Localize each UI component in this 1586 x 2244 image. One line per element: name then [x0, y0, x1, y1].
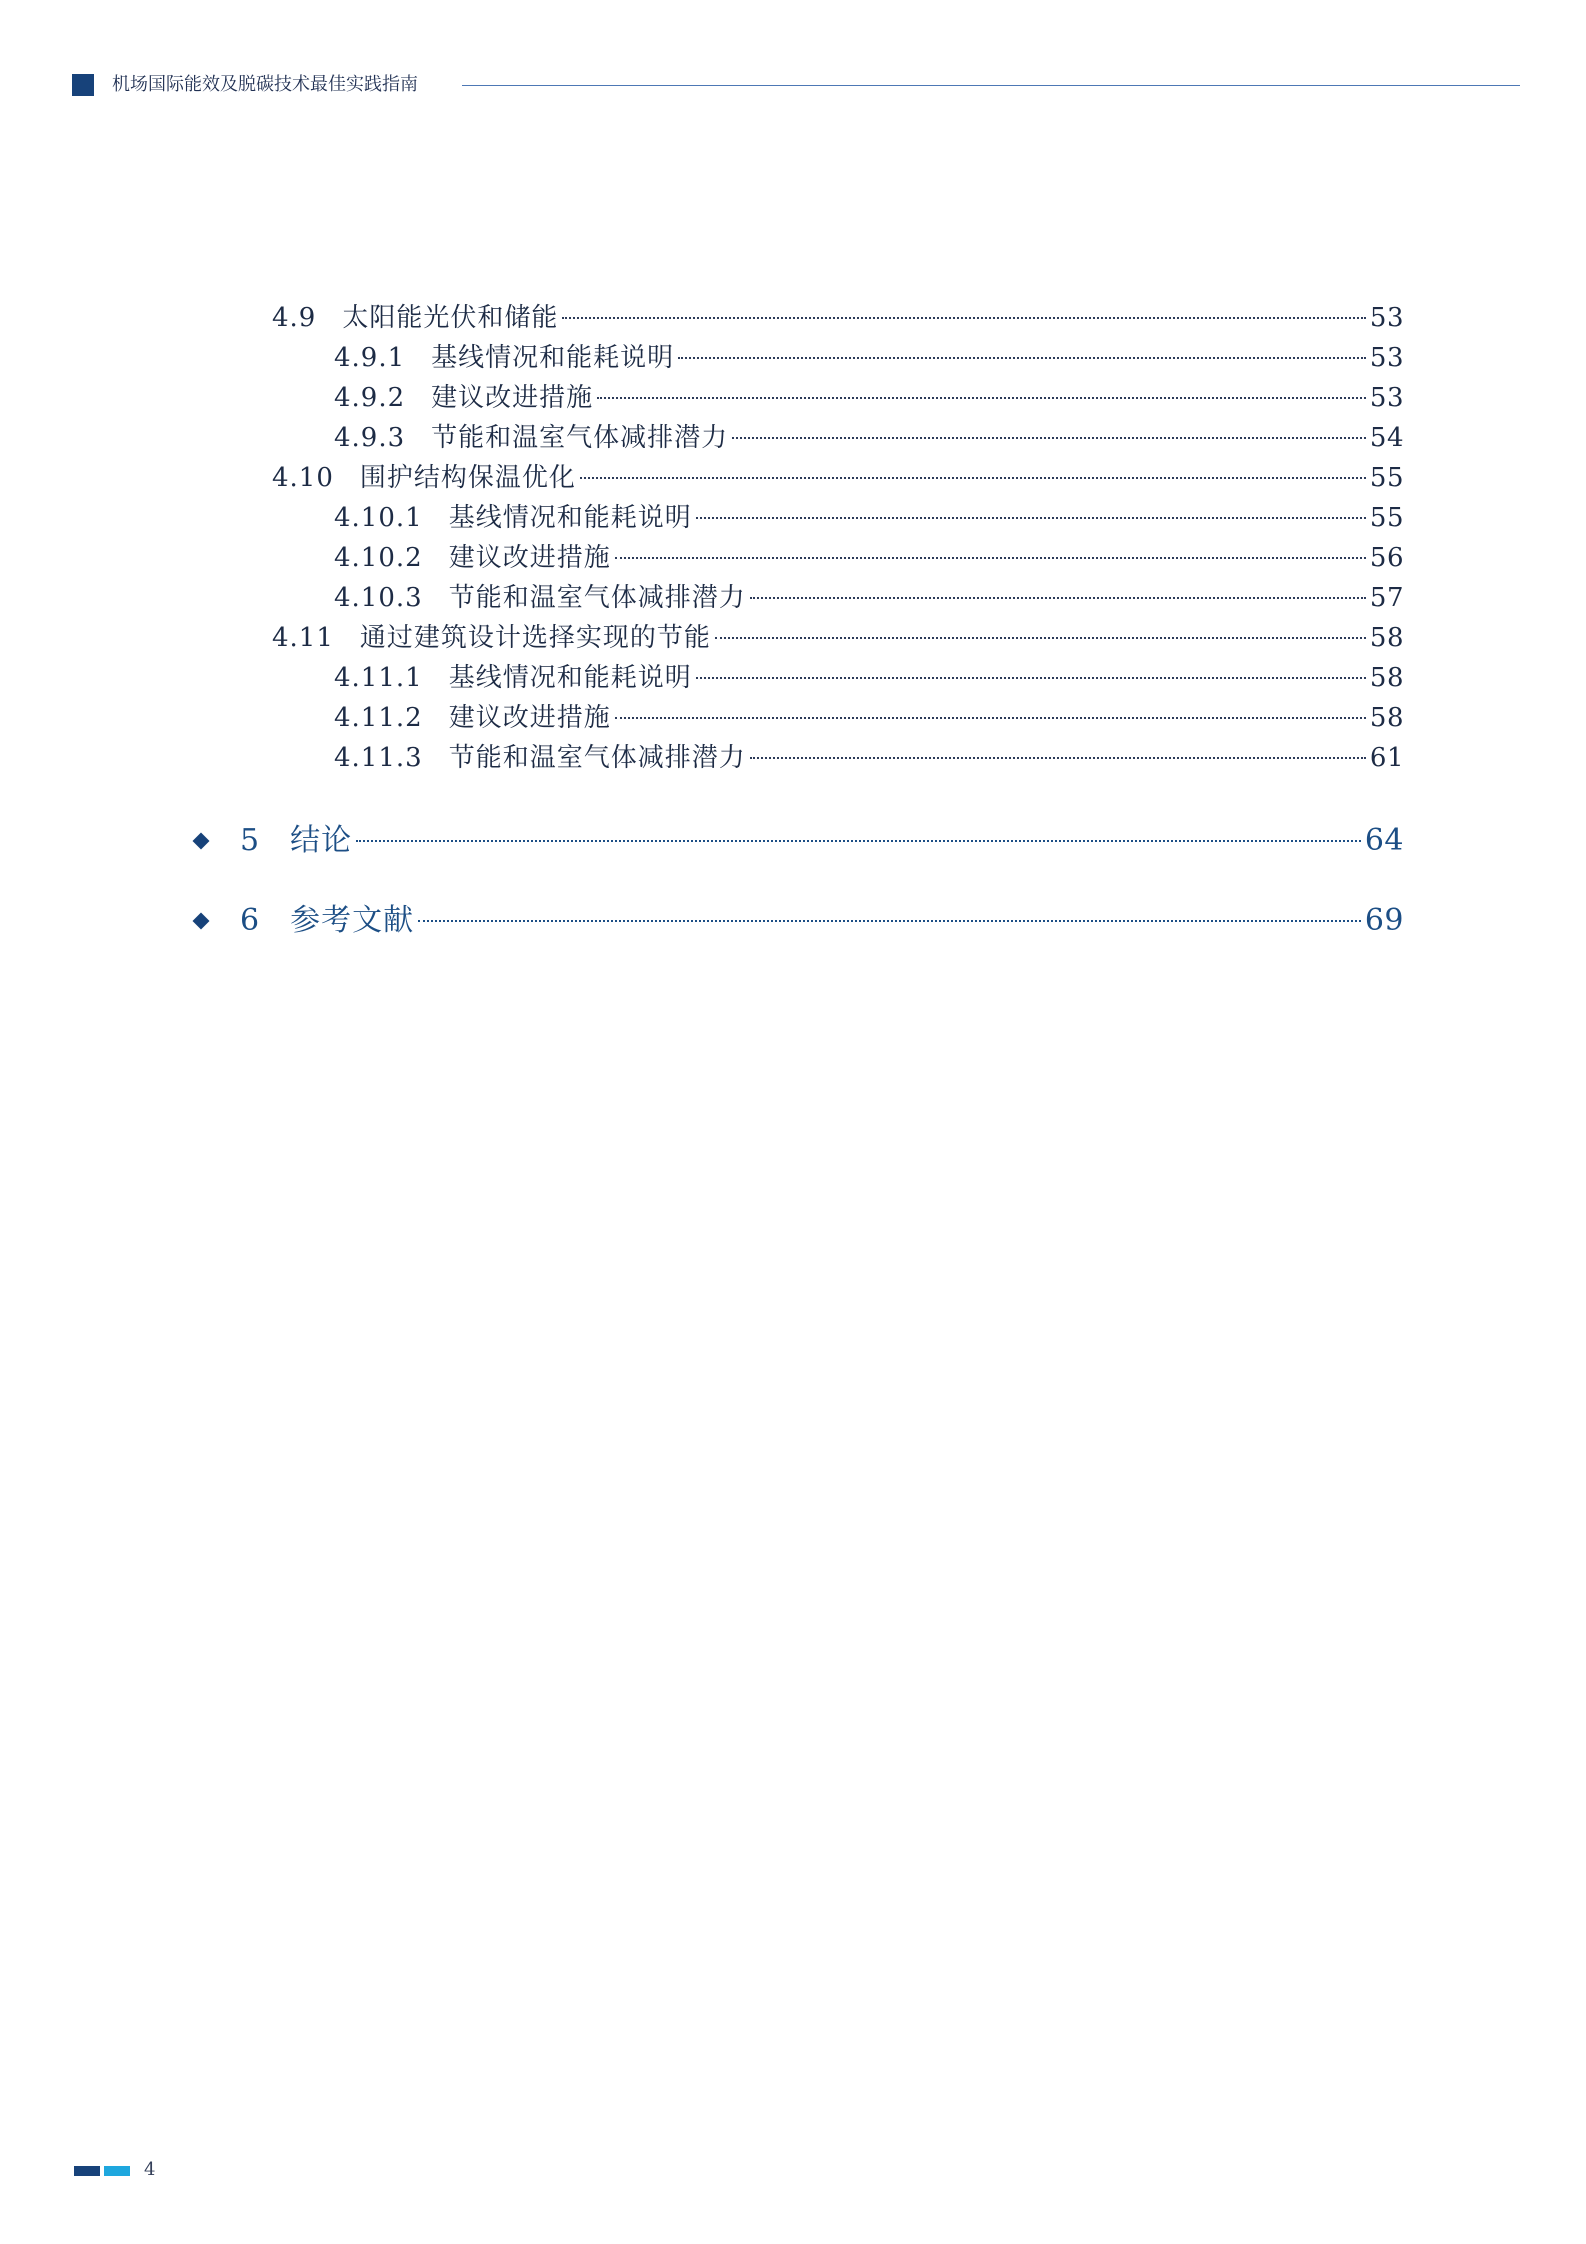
toc-entry-number: 4.11 [272, 623, 334, 653]
toc-dot-leader [597, 397, 1366, 399]
toc-entry-page: 54 [1369, 423, 1404, 453]
footer-bar-dark [74, 2166, 100, 2176]
toc-entry-title: 通过建筑设计选择实现的节能 [359, 623, 711, 653]
toc-entry-page: 64 [1364, 823, 1404, 858]
footer-bar-light [104, 2166, 130, 2176]
toc-dot-leader [580, 477, 1366, 479]
toc-entry[interactable] [334, 378, 1404, 418]
toc-dot-leader [615, 557, 1366, 559]
toc-dot-leader [562, 317, 1366, 319]
toc-entry-title: 建议改进措施 [448, 703, 611, 733]
toc-entry-page: 57 [1369, 583, 1404, 613]
toc-entry-title: 建议改进措施 [448, 543, 611, 573]
toc-entry-number: 4.9.2 [334, 383, 406, 413]
toc-entry[interactable] [272, 618, 1404, 658]
toc-entry-number: 4.10.2 [334, 543, 423, 573]
toc-dot-leader [356, 840, 1361, 842]
toc-entry-title: 基线情况和能耗说明 [448, 503, 692, 533]
table-of-contents [0, 0, 1586, 1000]
diamond-bullet-icon [193, 833, 210, 850]
toc-entry-title: 结论 [290, 823, 353, 858]
toc-entry-title: 节能和温室气体减排潜力 [431, 423, 729, 453]
toc-entry[interactable] [334, 658, 1404, 698]
toc-dot-leader [732, 437, 1366, 439]
toc-entry-page: 53 [1369, 383, 1404, 413]
toc-entry-page: 53 [1369, 343, 1404, 373]
toc-entry-title: 围护结构保温优化 [359, 463, 576, 493]
toc-entry-title: 节能和温室气体减排潜力 [448, 743, 746, 773]
toc-entry-page: 55 [1369, 463, 1404, 493]
toc-entry-page: 69 [1364, 903, 1404, 938]
toc-dot-leader [696, 677, 1366, 679]
toc-dot-leader [696, 517, 1366, 519]
toc-entry[interactable] [334, 498, 1404, 538]
toc-entry-title: 建议改进措施 [431, 383, 594, 413]
toc-entry-number: 4.10.1 [334, 503, 423, 533]
toc-entry-title: 基线情况和能耗说明 [431, 343, 675, 373]
toc-entry[interactable] [334, 698, 1404, 738]
toc-entry-page: 55 [1369, 503, 1404, 533]
toc-dot-leader [678, 357, 1366, 359]
toc-entry-number: 4.9.3 [334, 423, 406, 453]
toc-entry-number: 4.11.3 [334, 743, 423, 773]
toc-entry-page: 58 [1369, 623, 1404, 653]
toc-entry-page: 58 [1369, 703, 1404, 733]
toc-entry-number: 5 [240, 823, 261, 858]
toc-entry-page: 61 [1369, 743, 1404, 773]
toc-entry-title: 基线情况和能耗说明 [448, 663, 692, 693]
toc-chapter-entry[interactable] [240, 897, 1404, 945]
toc-entry-number: 4.11.2 [334, 703, 423, 733]
toc-entry[interactable] [334, 418, 1404, 458]
toc-dot-leader [750, 597, 1366, 599]
toc-dot-leader [418, 920, 1361, 922]
toc-entry-title: 太阳能光伏和储能 [342, 303, 559, 333]
toc-entry[interactable] [334, 578, 1404, 618]
page-number: 4 [144, 2159, 156, 2180]
toc-chapter-entry[interactable] [240, 817, 1404, 865]
toc-entry-title: 节能和温室气体减排潜力 [448, 583, 746, 613]
toc-entry[interactable] [334, 538, 1404, 578]
diamond-bullet-icon [193, 913, 210, 930]
toc-entry-number: 4.9 [272, 303, 317, 333]
toc-entry-page: 58 [1369, 663, 1404, 693]
toc-dot-leader [750, 757, 1366, 759]
toc-entry[interactable] [272, 458, 1404, 498]
toc-entry-title: 参考文献 [290, 903, 415, 938]
toc-entry-number: 4.11.1 [334, 663, 423, 693]
toc-entry-number: 4.9.1 [334, 343, 406, 373]
toc-entry[interactable] [334, 738, 1404, 778]
toc-entry-page: 53 [1369, 303, 1404, 333]
toc-dot-leader [715, 637, 1366, 639]
toc-entry[interactable] [272, 298, 1404, 338]
toc-entry[interactable] [334, 338, 1404, 378]
toc-entry-number: 6 [240, 903, 261, 938]
toc-entry-number: 4.10 [272, 463, 334, 493]
toc-entry-number: 4.10.3 [334, 583, 423, 613]
toc-entry-page: 56 [1369, 543, 1404, 573]
document-title: 机场国际能效及脱碳技术最佳实践指南 [112, 74, 418, 95]
toc-dot-leader [615, 717, 1366, 719]
